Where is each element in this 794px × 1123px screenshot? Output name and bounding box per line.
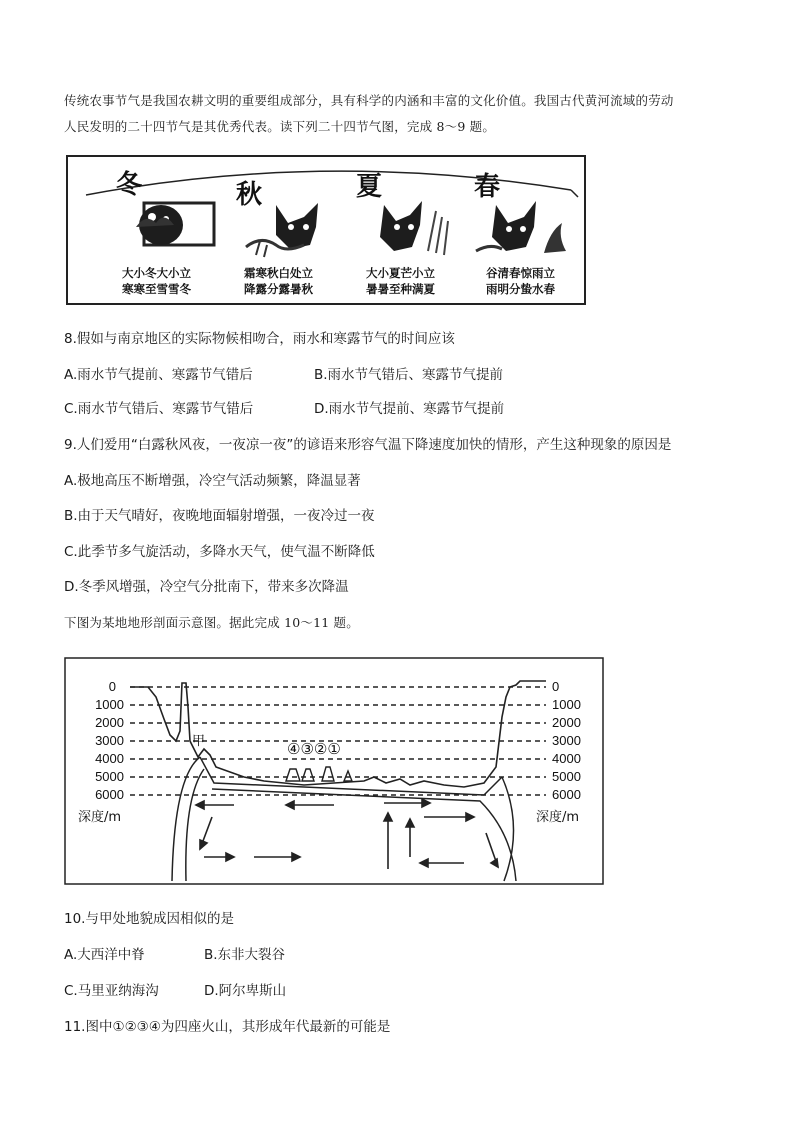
q10-option-c: C.马里亚纳海沟	[64, 983, 159, 999]
depth-axis-title-left: 深度/m	[78, 810, 122, 825]
intro-profile: 下图为某地地形剖面示意图。据此完成 10～11 题。	[64, 615, 359, 630]
depth-tick-right-0: 0	[552, 679, 560, 694]
depth-tick-right-3000: 3000	[552, 733, 581, 748]
depth-tick-right-1000: 1000	[552, 697, 581, 712]
depth-tick-right-2000: 2000	[552, 715, 581, 730]
depth-axis-left	[95, 679, 124, 802]
q8-stem: 8.假如与南京地区的实际物候相吻合，雨水和寒露节气的时间应该	[64, 331, 455, 347]
intro-line-2: 人民发明的二十四节气是其优秀代表。读下列二十四节气图，完成 8～9 题。	[64, 119, 496, 134]
term-group-winter-row2: 寒寒至雪雪冬	[122, 282, 191, 296]
q9-option-d: D.冬季风增强，冷空气分批南下，带来多次降温	[64, 579, 349, 595]
terrain-profile-figure	[64, 657, 604, 885]
q9-stem: 9.人们爱用“白露秋风夜，一夜凉一夜”的谚语来形容气温下降速度加快的情形，产生这种现象的原因是	[64, 437, 672, 453]
depth-tick-left-1000: 1000	[95, 697, 124, 712]
q8-option-row-1	[64, 366, 504, 384]
q11-stem: 11.图中①②③④为四座火山，其形成年代最新的可能是	[64, 1019, 391, 1035]
intro-line-1: 传统农事节气是我国农耕文明的重要组成部分，具有科学的内涵和丰富的文化价值。我国古代黄河流域的劳动	[64, 93, 674, 108]
q8-option-row-2	[64, 400, 505, 418]
q9-option-a: A.极地高压不断增强，冷空气活动频繁，降温显著	[64, 473, 361, 489]
season-spring: 春	[474, 172, 501, 202]
q10-option-b: B.东非大裂谷	[204, 947, 286, 963]
depth-axis-title-right: 深度/m	[536, 810, 580, 825]
depth-tick-left-3000: 3000	[95, 733, 124, 748]
term-group-autumn-row2: 降露分露暑秋	[244, 282, 313, 296]
q10-option-a: A.大西洋中脊	[64, 947, 145, 963]
q10-option-row-1	[64, 946, 286, 964]
q10-option-row-2	[64, 982, 287, 1000]
depth-tick-right-4000: 4000	[552, 751, 581, 766]
term-group-summer-row2: 暑暑至种满夏	[366, 282, 435, 296]
depth-tick-right-6000: 6000	[552, 787, 581, 802]
q10-stem: 10.与甲处地貌成因相似的是	[64, 911, 234, 927]
q9-option-b: B.由于天气晴好，夜晚地面辐射增强，一夜冷过一夜	[64, 508, 375, 524]
term-group-autumn-row1: 霜寒秋白处立	[244, 266, 313, 280]
season-autumn: 秋	[236, 180, 263, 210]
term-group-summer-row1: 大小夏芒小立	[366, 266, 435, 280]
depth-tick-left-4000: 4000	[95, 751, 124, 766]
q8-option-a: A.雨水节气提前、寒露节气错后	[64, 367, 253, 383]
q8-option-b: B.雨水节气错后、寒露节气提前	[314, 367, 504, 383]
season-winter: 冬	[116, 170, 143, 200]
depth-axis-right	[552, 679, 581, 802]
term-group-spring-row2: 雨明分蛰水春	[486, 282, 555, 296]
depth-tick-right-5000: 5000	[552, 769, 581, 784]
q8-option-c: C.雨水节气错后、寒露节气错后	[64, 401, 254, 417]
jia-label: 甲	[192, 734, 206, 749]
depth-tick-left-6000: 6000	[95, 787, 124, 802]
term-group-spring-row1: 谷清春惊雨立	[486, 266, 555, 280]
q10-option-d: D.阿尔卑斯山	[204, 983, 287, 999]
depth-tick-left-2000: 2000	[95, 715, 124, 730]
volcano-labels: ④③②①	[287, 740, 341, 758]
solar-terms-figure	[66, 155, 586, 305]
depth-tick-left-5000: 5000	[95, 769, 124, 784]
term-group-winter-row1: 大小冬大小立	[122, 266, 191, 280]
depth-tick-left-0: 0	[108, 679, 116, 694]
season-summer: 夏	[356, 172, 383, 202]
q8-option-d: D.雨水节气提前、寒露节气提前	[314, 401, 505, 417]
q9-option-c: C.此季节多气旋活动，多降水天气，使气温不断降低	[64, 544, 375, 560]
